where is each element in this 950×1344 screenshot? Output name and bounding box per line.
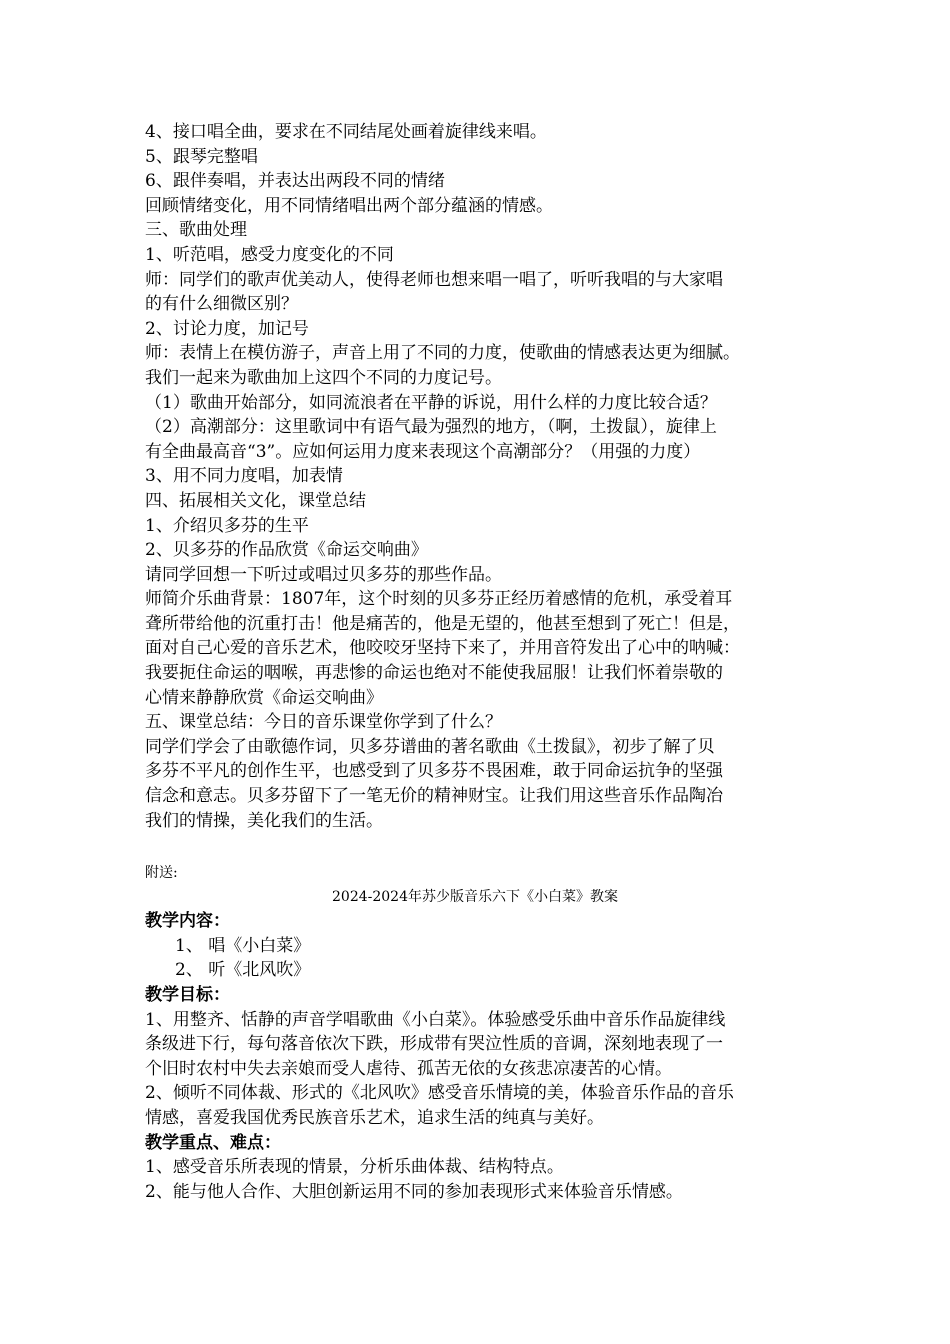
paragraph-line: 心情来静静欣赏《命运交响曲》	[145, 687, 383, 708]
paragraph-line: 的有什么细微区别？	[145, 294, 298, 315]
goals-heading: 教学目标：	[145, 985, 230, 1005]
paragraph-line: 1、听范唱，感受力度变化的不同	[145, 244, 394, 265]
appendix-label: 附送:	[145, 865, 178, 882]
paragraph-line: 5、跟琴完整唱	[145, 146, 258, 167]
paragraph-line: 我们一起来为歌曲加上这四个不同的力度记号。	[145, 367, 502, 388]
paragraph-line: 4、接口唱全曲，要求在不同结尾处画着旋律线来唱。	[145, 122, 547, 142]
paragraph-line: 多芬不平凡的创作生平，也感受到了贝多芬不畏困难，敢于同命运抗争的坚强	[145, 761, 723, 782]
content-item: 2、 听《北风吹》	[175, 960, 311, 981]
paragraph-line: （1）歌曲开始部分，如同流浪者在平静的诉说，用什么样的力度比较合适？	[145, 392, 717, 413]
paragraph-line: 聋所带给他的沉重打击！他是痛苦的，他是无望的，他甚至想到了死亡！但是，	[145, 613, 740, 634]
paragraph-line: 三、歌曲处理	[145, 220, 247, 241]
goals-line: 情感，喜爱我国优秀民族音乐艺术，追求生活的纯真与美好。	[145, 1107, 604, 1128]
goals-line: 2、倾听不同体裁、形式的《北风吹》感受音乐情境的美，体验音乐作品的音乐	[145, 1083, 734, 1104]
paragraph-line: 师简介乐曲背景：1807年，这个时刻的贝多芬正经历着感情的危机，承受着耳	[145, 589, 733, 610]
paragraph-line: 有全曲最高音“3”。应如何运用力度来表现这个高潮部分？（用强的力度）	[145, 441, 701, 462]
appendix-title: 2024-2024年苏少版音乐六下《小白菜》教案	[332, 889, 618, 906]
paragraph-line: 师：表情上在模仿游子，声音上用了不同的力度，使歌曲的情感表达更为细腻。	[145, 343, 740, 364]
paragraph-line: 2、贝多芬的作品欣赏《命运交响曲》	[145, 540, 428, 561]
paragraph-line: 1、介绍贝多芬的生平	[145, 515, 309, 536]
lesson-section-continued	[145, 120, 835, 833]
paragraph-line: 面对自己心爱的音乐艺术，他咬咬牙坚持下来了，并用音符发出了心中的呐喊：	[145, 638, 740, 659]
spacer	[145, 833, 835, 863]
key-points-heading: 教学重点、难点：	[145, 1132, 281, 1153]
key-points-line: 1、感受音乐所表现的情景，分析乐曲体裁、结构特点。	[145, 1157, 564, 1178]
paragraph-line: 3、用不同力度唱，加表情	[145, 466, 343, 487]
content-item: 1、 唱《小白菜》	[175, 935, 311, 956]
paragraph-line: 我要扼住命运的咽喉，再悲惨的命运也绝对不能使我屈服！让我们怀着崇敬的	[145, 663, 723, 684]
content-heading: 教学内容：	[145, 911, 230, 932]
paragraph-line: 请同学回想一下听过或唱过贝多芬的那些作品。	[145, 564, 502, 585]
key-points-line: 2、能与他人合作、大胆创新运用不同的参加表现形式来体验音乐情感。	[145, 1181, 683, 1202]
goals-line: 条级进下行，每句落音依次下跌，形成带有哭泣性质的音调，深刻地表现了一	[145, 1034, 723, 1055]
paragraph-line: 2、讨论力度，加记号	[145, 318, 309, 339]
paragraph-line: 四、拓展相关文化，课堂总结	[145, 490, 366, 511]
paragraph-line: 同学们学会了由歌德作词，贝多芬谱曲的著名歌曲《土拨鼠》，初步了解了贝	[145, 736, 715, 757]
paragraph-line: 师：同学们的歌声优美动人，使得老师也想来唱一唱了，听听我唱的与大家唱	[145, 269, 723, 290]
document-page	[145, 120, 835, 1204]
paragraph-line: 6、跟伴奏唱，并表达出两段不同的情绪	[145, 171, 445, 192]
goals-line: 个旧时农村中失去亲娘而受人虐待、孤苦无依的女孩悲凉凄苦的心情。	[145, 1058, 672, 1079]
goals-line: 1、用整齐、恬静的声音学唱歌曲《小白菜》。体验感受乐曲中音乐作品旋律线	[145, 1009, 726, 1030]
paragraph-line: 回顾情绪变化，用不同情绪唱出两个部分蕴涵的情感。	[145, 195, 553, 216]
paragraph-line: 我们的情操，美化我们的生活。	[145, 810, 383, 831]
paragraph-line: 五、课堂总结：今日的音乐课堂你学到了什么？	[145, 712, 502, 733]
paragraph-line: （2）高潮部分：这里歌词中有语气最为强烈的地方，（啊，土拨鼠），旋律上	[145, 417, 717, 438]
paragraph-line: 信念和意志。贝多芬留下了一笔无价的精神财宝。让我们用这些音乐作品陶冶	[145, 786, 723, 807]
